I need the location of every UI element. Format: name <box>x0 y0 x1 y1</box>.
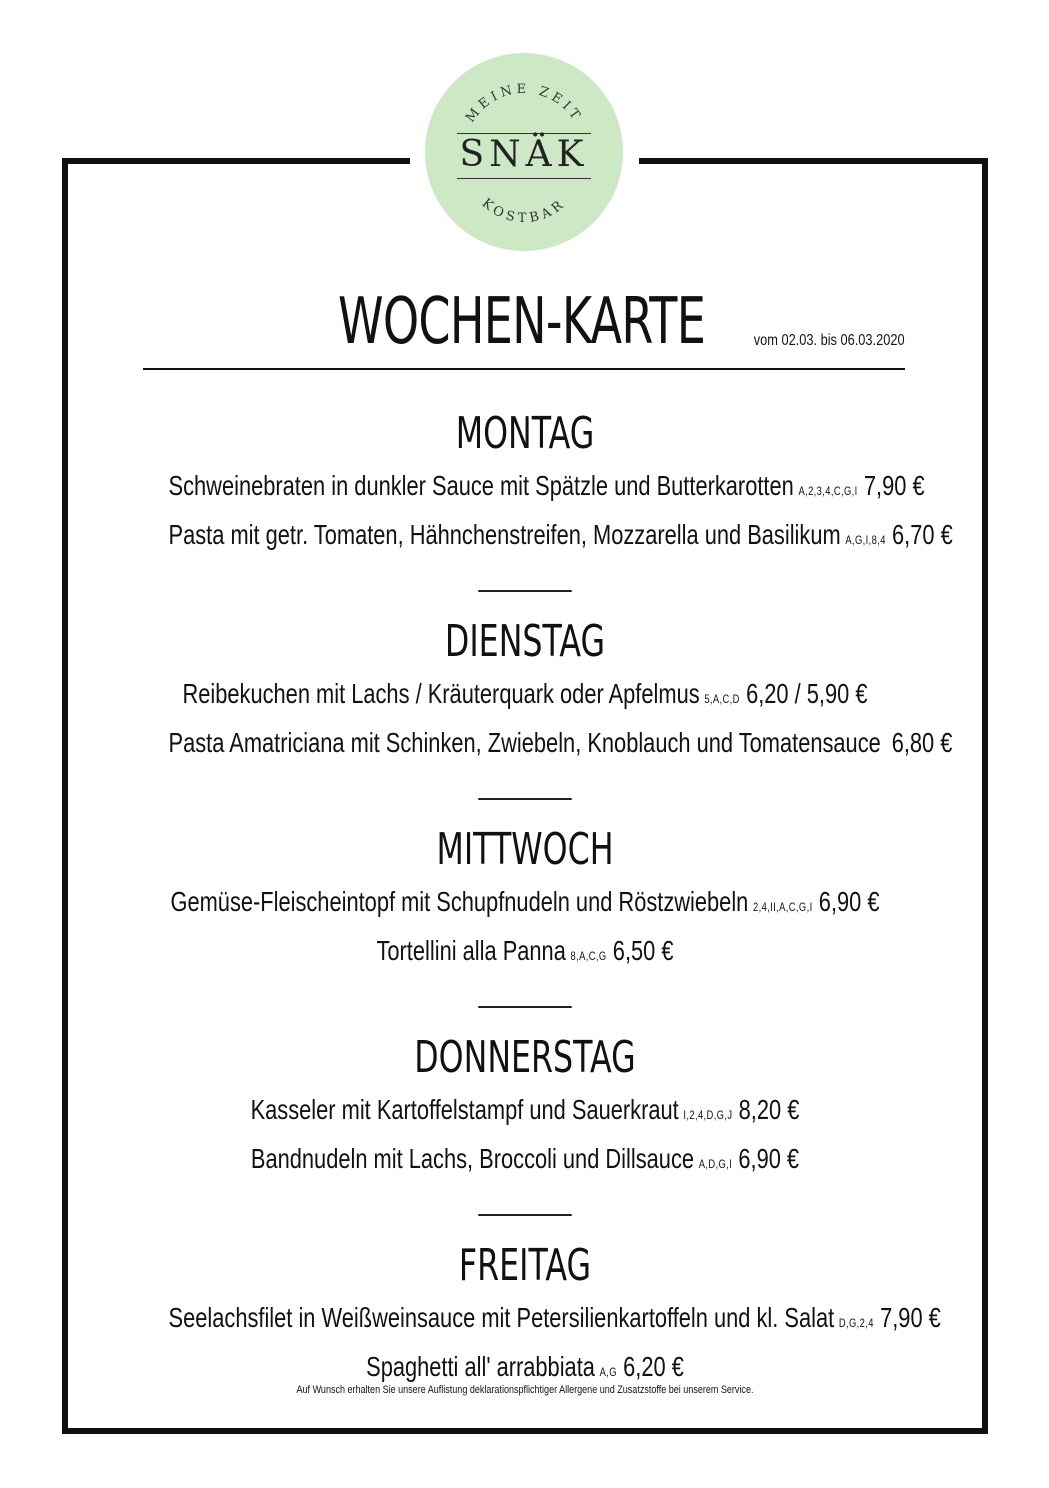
dish-price: 8,20 € <box>738 1094 800 1125</box>
dish-price: 7,90 € <box>863 470 925 501</box>
header <box>143 278 905 358</box>
dish-name: Spaghetti all' arrabbiata <box>366 1351 595 1382</box>
dish-name: Pasta mit getr. Tomaten, Hähnchenstreifen, Mozzarella und Basilikum <box>168 519 841 550</box>
day-title: FREITAG <box>458 1240 592 1291</box>
day-divider <box>478 590 572 592</box>
dish-allergens: I,2,4,D,G,J <box>683 1108 733 1122</box>
dish-price: 6,70 € <box>892 519 953 550</box>
dish-name: Tortellini alla Panna <box>376 935 566 966</box>
frame-top-right-rule <box>639 158 988 164</box>
dish-name: Gemüse-Fleischeintopf mit Schupfnudeln und Röstzwiebeln <box>170 886 749 917</box>
dish-item <box>169 929 882 978</box>
logo-brand-name: SNÄK <box>459 134 589 175</box>
day-divider <box>478 798 572 800</box>
dish-allergens: 8,A,C,G <box>570 949 607 963</box>
day-tuesday <box>68 612 982 770</box>
logo-bottom-arc: KOSTBAR <box>478 195 570 227</box>
dish-price: 6,20 € <box>623 1351 684 1382</box>
dish-name: Reibekuchen mit Lachs / Kräuterquark oder Apfelmus <box>182 678 700 709</box>
day-title: MONTAG <box>455 408 595 459</box>
dish-allergens: D,G,2,4 <box>838 1316 874 1330</box>
day-monday <box>68 404 982 562</box>
dish-name: Bandnudeln mit Lachs, Broccoli und Dillsauce <box>250 1143 695 1174</box>
day-divider <box>478 1006 572 1008</box>
frame-top-left-rule <box>62 158 410 164</box>
dish-allergens: A,2,3,4,C,G,I <box>798 484 858 498</box>
dish-name: Kasseler mit Kartoffelstampf und Sauerkraut <box>250 1094 679 1125</box>
svg-text:MEINE ZEIT <box>463 82 585 126</box>
dish-item <box>168 1296 941 1345</box>
dish-name: Pasta Amatriciana mit Schinken, Zwiebeln, Knoblauch und Tomatensauce <box>168 727 881 758</box>
dish-item <box>169 1137 882 1186</box>
dish-price: 6,20 / 5,90 € <box>746 678 868 709</box>
weekly-menu <box>68 404 982 1394</box>
dish-allergens: A,D,G,I <box>698 1157 733 1171</box>
dish-name: Schweinebraten in dunkler Sauce mit Spätzle und Butterkarotten <box>168 470 794 501</box>
logo-top-arc: MEINE ZEIT <box>463 81 585 126</box>
dish-item <box>169 1088 882 1137</box>
dish-allergens: A,G <box>599 1365 617 1379</box>
dish-item <box>169 880 882 929</box>
dish-allergens: 5,A,C,D <box>704 692 740 706</box>
brand-logo <box>425 53 623 251</box>
dish-price: 6,80 € <box>891 727 953 758</box>
dish-item <box>169 672 882 721</box>
day-friday <box>68 1236 982 1394</box>
dish-item <box>168 513 953 562</box>
dish-price: 6,90 € <box>738 1143 800 1174</box>
allergen-footnote: Auf Wunsch erhalten Sie unsere Auflistung deklarationspflichtiger Allergene und Zusatzstoffe bei unserem Service. <box>296 1384 754 1396</box>
dish-name: Seelachsfilet in Weißweinsauce mit Petersilienkartoffeln und kl. Salat <box>168 1302 835 1333</box>
page-title: WOCHEN-KARTE <box>338 285 706 359</box>
dish-item <box>168 721 953 770</box>
day-title: DONNERSTAG <box>414 1032 636 1083</box>
dish-item <box>168 464 925 513</box>
dish-allergens: 2,4,II,A,C,G,I <box>753 900 813 914</box>
day-thursday <box>68 1028 982 1186</box>
dish-price: 7,90 € <box>880 1302 941 1333</box>
dish-price: 6,50 € <box>612 935 674 966</box>
svg-text:KOSTBAR <box>479 196 569 226</box>
title-divider <box>143 368 905 370</box>
day-wednesday <box>68 820 982 978</box>
dish-allergens: A,G,I,8,4 <box>845 533 886 547</box>
dish-price: 6,90 € <box>818 886 880 917</box>
day-title: MITTWOCH <box>436 824 614 875</box>
logo-rule-bottom <box>457 178 591 179</box>
date-range: vom 02.03. bis 06.03.2020 <box>754 332 905 349</box>
day-divider <box>478 1214 572 1216</box>
day-title: DIENSTAG <box>444 616 606 667</box>
